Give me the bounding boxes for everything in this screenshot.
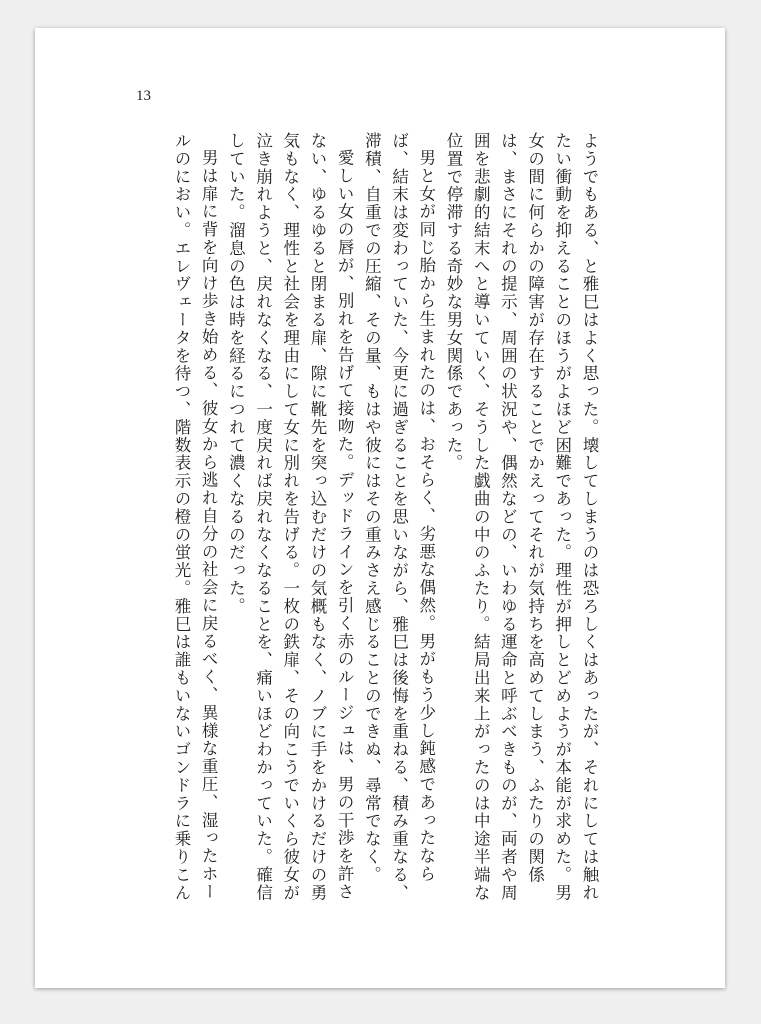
page-number: 13 [136,88,151,104]
paragraph: ようでもある、と雅巳はよく思った。壊してしまうのは恐ろしくはあったが、それにしては触れたい衝動を抑えることのほうがよほど困難であった。理性が押しとどめようが本能が求めた。男女の間に何らかの障害が存在することでかえってそれが気持ちを高めてしまう、ふたりの関係は、まさにそれの提示、周囲の状況や、偶然などの、いわゆる運命と呼ぶべきものが、両者や周囲を悲劇的結末へと導いていく、そうした戯曲の中のふたり。結局出来上がったのは中途半端な位置で停滞する奇妙な男女関係であった。 [443,132,599,902]
paragraph: 男と女が同じ胎から生まれたのは、おそらく、劣悪な偶然。男がもう少し鈍感であったならば、結末は変わっていた、今更に過ぎることを思いながら、雅巳は後悔を重ねる、積み重なる、滞積、自重での圧縮、その量、もはや彼にはその重みさえ感じることのできぬ、尋常でなく。 [362,132,436,902]
vertical-text-body [133,132,603,912]
book-page [35,28,725,988]
paragraph: 男は扉に背を向け歩き始める、彼女から逃れ自分の社会に戻るべく、異様な重圧、湿ったホールのにおい。エレヴェータを待つ、階数表示の橙の蛍光。雅巳は誰もいないゴンドラに乗りこん [171,132,219,902]
paragraph: 愛しい女の唇が、別れを告げて接吻た。デッドラインを引く赤のルージュは、男の干渉を許さない、ゆるゆると閉まる扉、隙に靴先を突っ込むだけの気概もなく、ノブに手をかけるだけの勇気もなく、理性と社会を理由にして女に別れを告げる。一枚の鉄扉、その向こうでいくら彼女が泣き崩れようと、戻れなくなる、一度戻れば戻れなくなることを、痛いほどわかっていた。確信していた。溜息の色は時を経るにつれて濃くなるのだった。 [226,132,355,902]
